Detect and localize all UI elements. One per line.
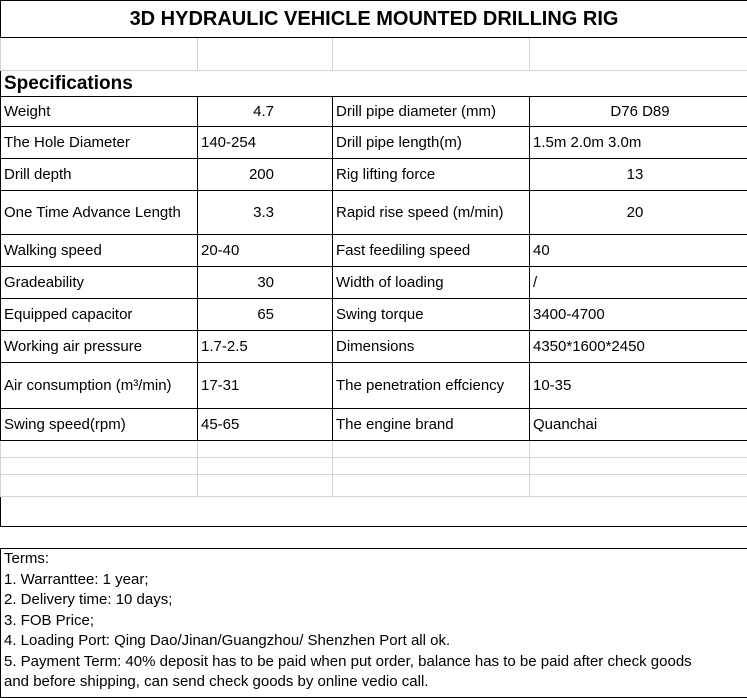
spec-value: 65	[198, 299, 333, 331]
blank-row	[1, 441, 747, 458]
document-title: 3D HYDRAULIC VEHICLE MOUNTED DRILLING RIG	[1, 1, 747, 38]
spec-label: The Hole Diameter	[1, 127, 198, 159]
blank-row	[1, 497, 747, 527]
spec-label: Rapid rise speed (m/min)	[333, 191, 530, 235]
spec-label: Drill pipe length(m)	[333, 127, 530, 159]
terms-line: 4. Loading Port: Qing Dao/Jinan/Guangzhou/ Shenzhen Port all ok.	[4, 632, 451, 649]
spec-row	[1, 159, 747, 191]
terms-line: 1. Warranttee: 1 year;	[4, 570, 149, 588]
spec-label: Gradeability	[1, 267, 198, 299]
spec-label: Equipped capacitor	[1, 299, 198, 331]
spec-row	[1, 97, 747, 127]
spec-value: 3.3	[198, 191, 333, 235]
spec-value: 140-254	[198, 127, 333, 159]
terms-line: 5. Payment Term: 40% deposit has to be paid when put order, balance has to be paid after check goods	[4, 652, 692, 670]
spec-row	[1, 363, 747, 409]
spec-label: Swing speed(rpm)	[1, 409, 198, 441]
spec-label: The penetration effciency	[333, 363, 530, 409]
spec-value: Quanchai	[530, 409, 747, 441]
spec-label: Swing torque	[333, 299, 530, 331]
spec-label: Drill depth	[1, 159, 198, 191]
spec-value: 1.5m 2.0m 3.0m	[530, 127, 747, 159]
spec-label: Width of loading	[333, 267, 530, 299]
spec-label: Fast feediling speed	[333, 235, 530, 267]
spec-row	[1, 191, 747, 235]
spec-value: 1.7-2.5	[198, 331, 333, 363]
terms-line: 2. Delivery time: 10 days;	[4, 591, 173, 608]
spec-value: 20	[530, 191, 747, 235]
spec-label: Weight	[1, 97, 198, 127]
terms-line: and before shipping, can send check goods by online vedio call.	[4, 673, 429, 690]
spec-label: Air consumption (m³/min)	[1, 363, 198, 409]
spec-value: 3400-4700	[530, 299, 747, 331]
spec-row	[1, 299, 747, 331]
terms-section	[0, 548, 747, 698]
spec-row	[1, 331, 747, 363]
spec-row	[1, 409, 747, 441]
blank-row	[1, 38, 747, 71]
spec-label: Dimensions	[333, 331, 530, 363]
blank-row	[1, 458, 747, 475]
spec-label: Drill pipe diameter (mm)	[333, 97, 530, 127]
spec-value: /	[530, 267, 747, 299]
spec-label: Rig lifting force	[333, 159, 530, 191]
spec-value: 17-31	[198, 363, 333, 409]
specifications-heading: Specifications	[1, 71, 747, 97]
spec-row	[1, 235, 747, 267]
spec-value: 4.7	[198, 97, 333, 127]
spec-label: Walking speed	[1, 235, 198, 267]
terms-line: 3. FOB Price;	[4, 611, 95, 629]
spec-value: 40	[530, 235, 747, 267]
spec-row	[1, 127, 747, 159]
spec-value: 10-35	[530, 363, 747, 409]
spec-value: 13	[530, 159, 747, 191]
spec-value: 45-65	[198, 409, 333, 441]
spec-label: One Time Advance Length	[1, 191, 198, 235]
blank-row	[1, 475, 747, 497]
spec-value: 4350*1600*2450	[530, 331, 747, 363]
terms-heading: Terms:	[4, 550, 49, 567]
spec-value: D76 D89	[530, 97, 747, 127]
spec-value: 20-40	[198, 235, 333, 267]
spec-value: 30	[198, 267, 333, 299]
spec-label: Working air pressure	[1, 331, 198, 363]
spec-row	[1, 267, 747, 299]
spec-label: The engine brand	[333, 409, 530, 441]
spec-value: 200	[198, 159, 333, 191]
